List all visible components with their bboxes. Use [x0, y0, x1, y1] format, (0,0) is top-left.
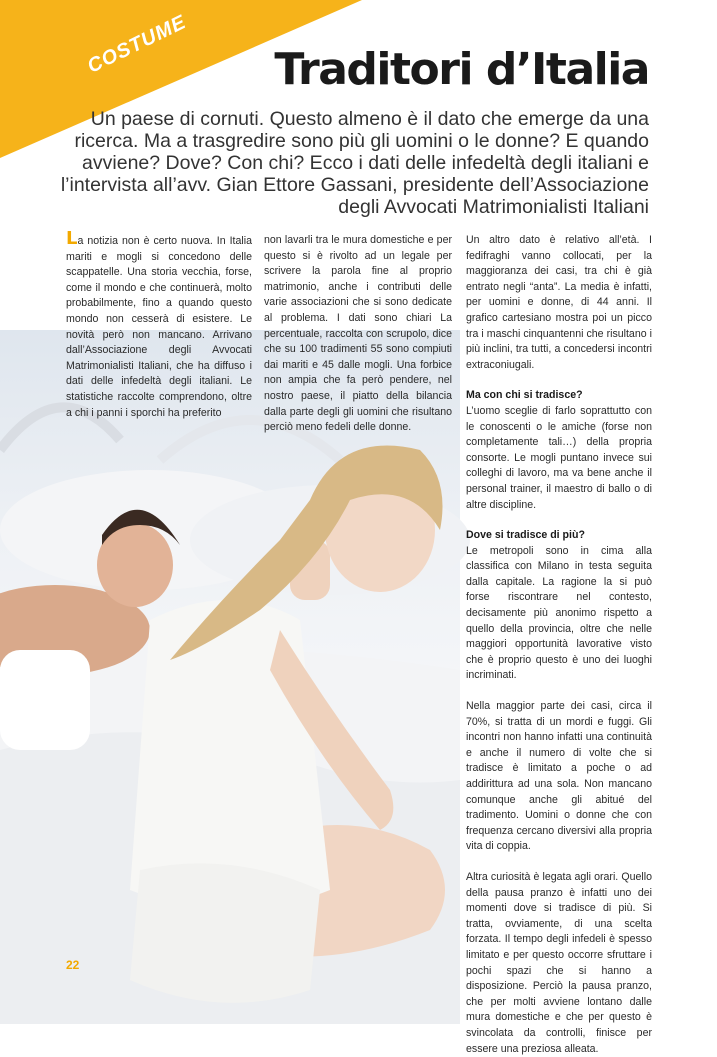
- col2-text: non lavarli tra le mura domestiche e per questo si è rivolto ad un legale per scrivere la parola fine al proprio matrimonio, anche i contributi delle varie associazioni che si sono dedicate al problema. I dati sono chiari La percentuale, raccolta con scrupolo, dice che su 100 tradimenti 55 sono compiuti dai mariti e 45 dalle mogli. Una forbice non ampia che fa però pendere, nel nostro paese, il piatto della bilancia dalla parte degli gli uomini che risultano perciò meno fedeli delle donne.: [264, 234, 452, 434]
- para-frequenza: Nella maggior parte dei casi, circa il 70%, si tratta di un mordi e fuggi. Gli incontri non hanno infatti una continuità e anche il numero di volte che si tradisce è limitato a poche o ad addirittura ad una sola. Non mancano comunque anche gli abitué del tradimento. Uomini o donne che con frequenza cercano diversivi alla propria vita di coppia.: [466, 700, 652, 853]
- para-con-chi: L’uomo sceglie di farlo soprattutto con le conoscenti o le amiche (forse non completamente tali…) della propria consorte. Le mogli puntano invece sui colleghi di lavoro, ma va bene anche il personal trainer, il maestro di ballo o di altre discipline.: [466, 404, 652, 511]
- article-column-1: [66, 228, 252, 421]
- drop-cap: L: [66, 228, 78, 249]
- col1-text: a notizia non è certo nuova. In Italia mariti e mogli si concedono delle scappatelle. Una storia vecchia, forse, come il mondo e che continuerà, molto probabilmente, fino a quando questo mondo non cesserà di esistere. Le novità però non mancano. Arrivano dall’Associazione degli Avvocati Matrimonialisti Italiani, che ha diffuso i dati delle infedeltà degli italiani. Le statistiche raccolte comprendono, oltre a chi i panni i sporchi ha preferito: [66, 235, 252, 419]
- para-dove: Le metropoli sono in cima alla classifica con Milano in testa seguita dalla capitale. La ragione la si può forse riscontrare nel contesto, decisamente più anonimo rispetto a quello della provincia, oltre che nelle maggiori opportunità lavorative visto che è proprio questo è uno dei luoghi incriminati.: [466, 544, 652, 682]
- heading-con-chi: Ma con chi si tradisce?: [466, 389, 583, 402]
- article-title: Traditori d’Italia: [274, 44, 649, 95]
- col3-intro: Un altro dato è relativo all’età. I fedifraghi vanno collocati, per la maggioranza dei casi, tra chi è già entrato negli “anta”. La media è infatti, per uomini e donne, di 44 anni. Il grafico cartesiano mostra poi un picco tra i maschi cinquantenni che risultano i più inclini, tra tutti, a concedersi incontri extraconiugali.: [466, 234, 652, 371]
- section-label: COSTUME: [84, 11, 190, 78]
- article-column-2: [264, 233, 452, 436]
- page-number: 22: [66, 958, 80, 972]
- heading-dove: Dove si tradisce di più?: [466, 529, 585, 542]
- article-column-3: [466, 233, 652, 1057]
- para-orari: Altra curiosità è legata agli orari. Quello della pausa pranzo è infatti uno dei momenti dove si tradisce di più. Si tratta, ovviamente, di una scelta forzata. Il tempo degli infedeli è spesso limitato e per questo occorre sfruttare i pochi spazi che si hanno a disposizione. Perciò la pausa pranzo, che per molti avviene lontano dalle mura domestiche e che per questo è svincolata da controlli, finisce per essere una preziosa alleata.: [466, 870, 652, 1055]
- article-subtitle: Un paese di cornuti. Questo almeno è il dato che emerge da una ricerca. Ma a trasgredire sono più gli uomini o le donne? E quando avviene? Dove? Con chi? Ecco i dati delle infedeltà degli italiani e l’intervista all’avv. Gian Ettore Gassani, presidente dell’Associazione degli Avvocati Matrimonialisti Italiani: [60, 108, 649, 218]
- header-banner: [0, 0, 717, 218]
